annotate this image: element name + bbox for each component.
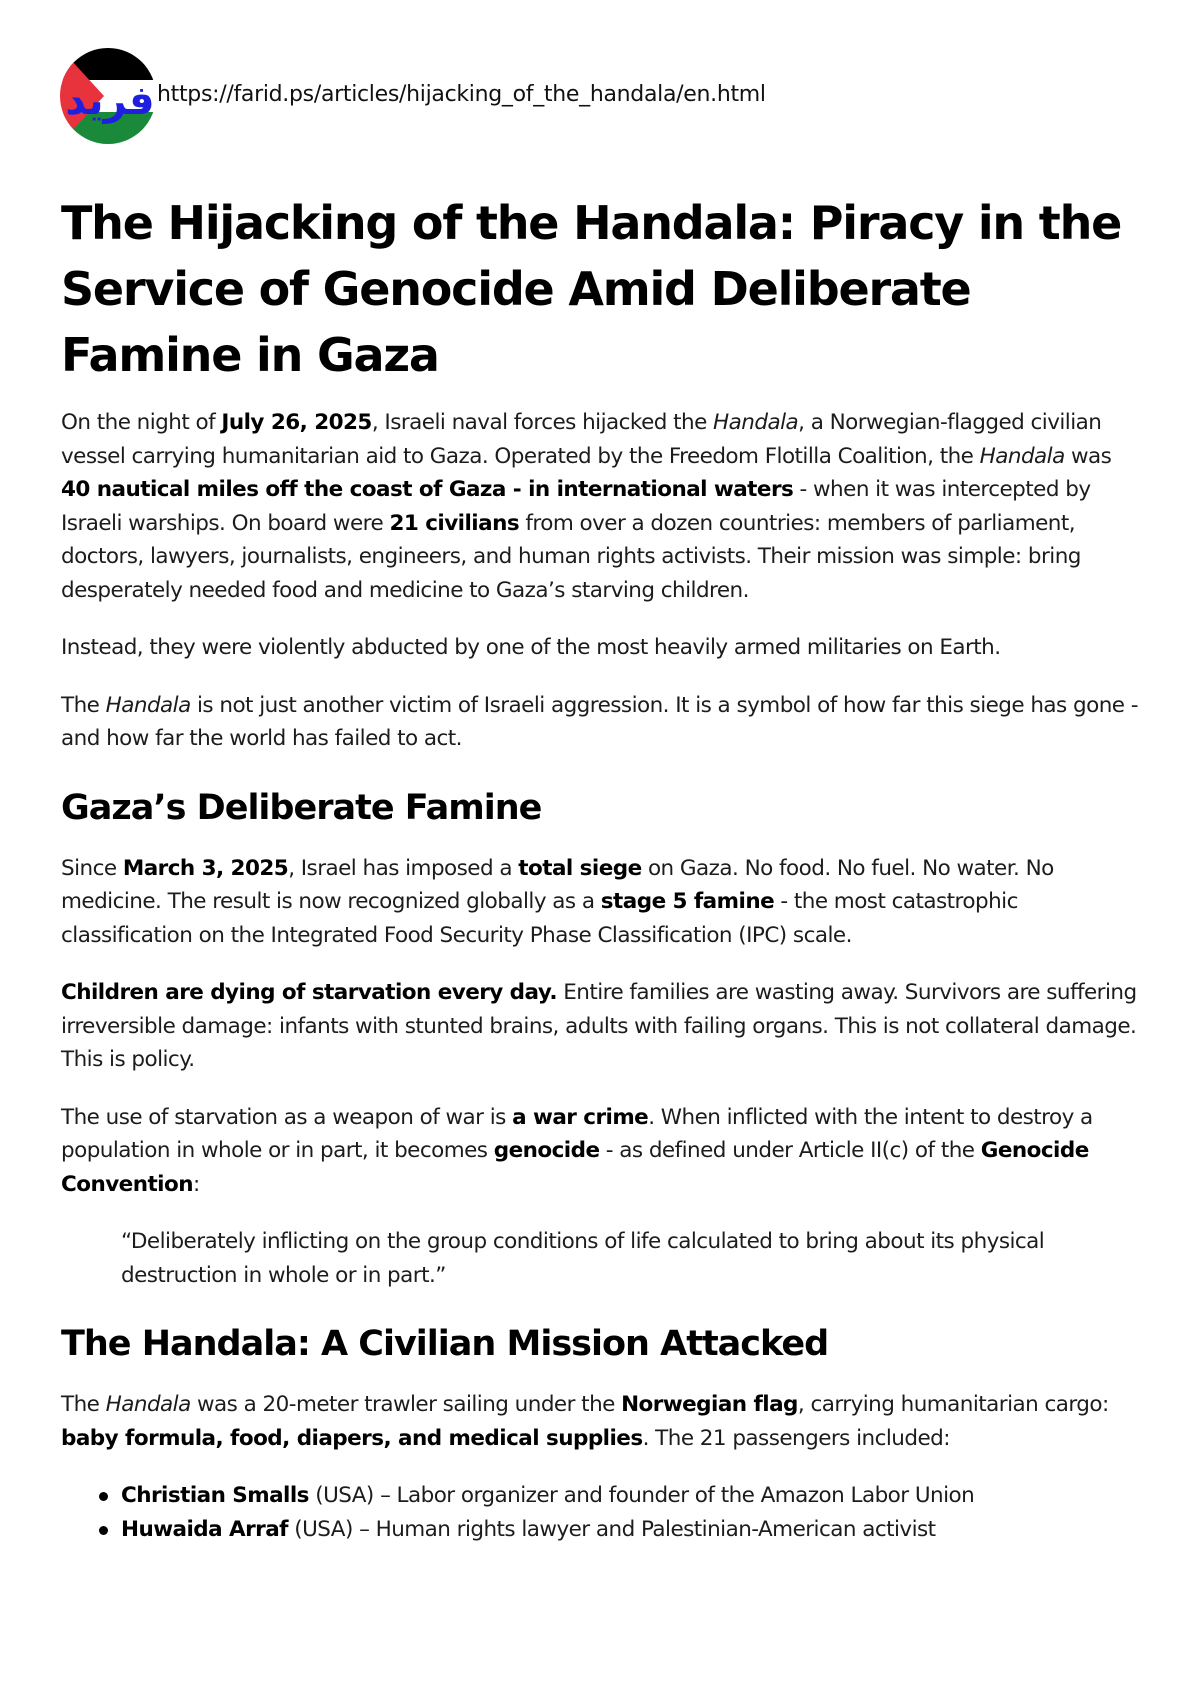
passenger-name: Christian Smalls (121, 1483, 309, 1508)
intro-section (61, 406, 1143, 756)
passenger-description: – Human rights lawyer and Palestinian-American activist (359, 1516, 936, 1542)
emphasis-bold: July 26, 2025 (221, 410, 372, 435)
text-run: On the night of (61, 410, 222, 435)
text-run: from over a dozen countries: members of parliament, doctors, lawyers, journalists, engineers, and human rights activists. Their mission was simple: bring desperately needed food and medicine to Gaza’s starving children. (61, 510, 1081, 603)
text-run: The use of starvation as a weapon of war is (61, 1104, 513, 1130)
passenger-list-item (121, 1479, 1143, 1513)
text-run: , Israeli naval forces hijacked the (371, 410, 714, 435)
emphasis-bold: Genocide Convention (61, 1138, 1089, 1197)
text-run: Entire families are wasting away. Survivors are suffering irreversible damage: infants with stunted brains, adults with failing organs. This is not collateral damage. This is policy. (61, 980, 1137, 1072)
text-run: , Israel has imposed a (288, 855, 519, 881)
passenger-list (61, 1479, 1143, 1546)
palestine-flag-icon (60, 48, 156, 144)
article-body (61, 190, 1143, 1546)
text-run: . When inflicted with the intent to destroy a population in whole or in part, it becomes (61, 1104, 1093, 1163)
emphasis-bold: stage 5 famine (600, 889, 775, 914)
page-header (60, 48, 766, 144)
intro-paragraph (61, 631, 1143, 665)
section-paragraph (61, 1388, 1143, 1455)
text-run: - as defined under Article II(c) of the (599, 1138, 981, 1163)
text-run: : (192, 1171, 200, 1197)
intro-paragraph (61, 406, 1143, 607)
logo-arabic-text: فريد (65, 78, 155, 124)
emphasis-italic: Handala (979, 443, 1065, 469)
passenger-name: Huwaida Arraf (121, 1516, 288, 1542)
intro-paragraph (61, 689, 1143, 756)
emphasis-bold: total siege (518, 855, 642, 881)
section-deliberate-famine (61, 786, 1143, 1293)
text-run: The (61, 692, 106, 718)
passenger-list-item (121, 1513, 1143, 1547)
article-url-link[interactable]: https://farid.ps/articles/hijacking_of_the_handala/en.html (157, 81, 766, 107)
text-run: , a Norwegian-flagged civilian vessel carrying humanitarian aid to Gaza. Operated by the Freedom Flotilla Coalition, the (61, 410, 1102, 469)
passenger-description: – Labor organizer and founder of the Amazon Labor Union (380, 1483, 975, 1508)
emphasis-bold: baby formula, food, diapers, and medical supplies (61, 1425, 643, 1451)
article-title: The Hijacking of the Handala: Piracy in the Service of Genocide Amid Deliberate Famine in Gaza (61, 196, 1122, 382)
text-run: - when it was intercepted by Israeli warships. On board were (61, 477, 1091, 536)
text-run: The (61, 1392, 106, 1417)
text-run: was (1064, 443, 1112, 469)
text-run: on Gaza. No food. No fuel. No water. No medicine. The result is now recognized globally as a (61, 855, 1054, 914)
emphasis-bold: genocide (493, 1138, 600, 1163)
genocide-convention-quote: “Deliberately inflicting on the group conditions of life calculated to bring about its physical destruction in whole or in part.” (121, 1229, 1045, 1288)
passenger-country: (USA) (294, 1516, 353, 1542)
section-heading: The Handala: A Civilian Mission Attacked (61, 1324, 829, 1364)
emphasis-italic: Handala (105, 692, 191, 718)
section-paragraph (61, 976, 1143, 1077)
text-run: is not just another victim of Israeli aggression. It is a symbol of how far this siege has gone - and how far the world has failed to act. (61, 692, 1138, 751)
section-heading: Gaza’s Deliberate Famine (61, 787, 542, 828)
section-paragraph (61, 852, 1143, 953)
text-run: Since (61, 855, 123, 881)
emphasis-bold: 40 nautical miles off the coast of Gaza - in international waters (61, 477, 794, 502)
text-run: was a 20-meter trawler sailing under the (190, 1392, 622, 1417)
text-run: . The 21 passengers included: (642, 1425, 950, 1451)
emphasis-bold: March 3, 2025 (122, 855, 289, 881)
emphasis-italic: Handala (713, 410, 799, 435)
emphasis-bold: Norwegian flag (621, 1392, 798, 1417)
emphasis-bold: a war crime (512, 1104, 649, 1130)
passenger-country: (USA) (315, 1483, 374, 1508)
emphasis-italic: Handala (105, 1392, 191, 1417)
text-run: , carrying humanitarian cargo: (797, 1392, 1109, 1417)
farid-logo (60, 48, 156, 144)
emphasis-bold: Children are dying of starvation every day. (61, 980, 557, 1005)
text-run: - the most catastrophic classification on the Integrated Food Security Phase Classification (IPC) scale. (61, 889, 1018, 948)
text-run: Instead, they were violently abducted by one of the most heavily armed militaries on Earth. (61, 635, 1001, 660)
section-civilian-mission (61, 1322, 1143, 1546)
emphasis-bold: 21 civilians (389, 510, 520, 536)
section-paragraph (61, 1101, 1143, 1202)
